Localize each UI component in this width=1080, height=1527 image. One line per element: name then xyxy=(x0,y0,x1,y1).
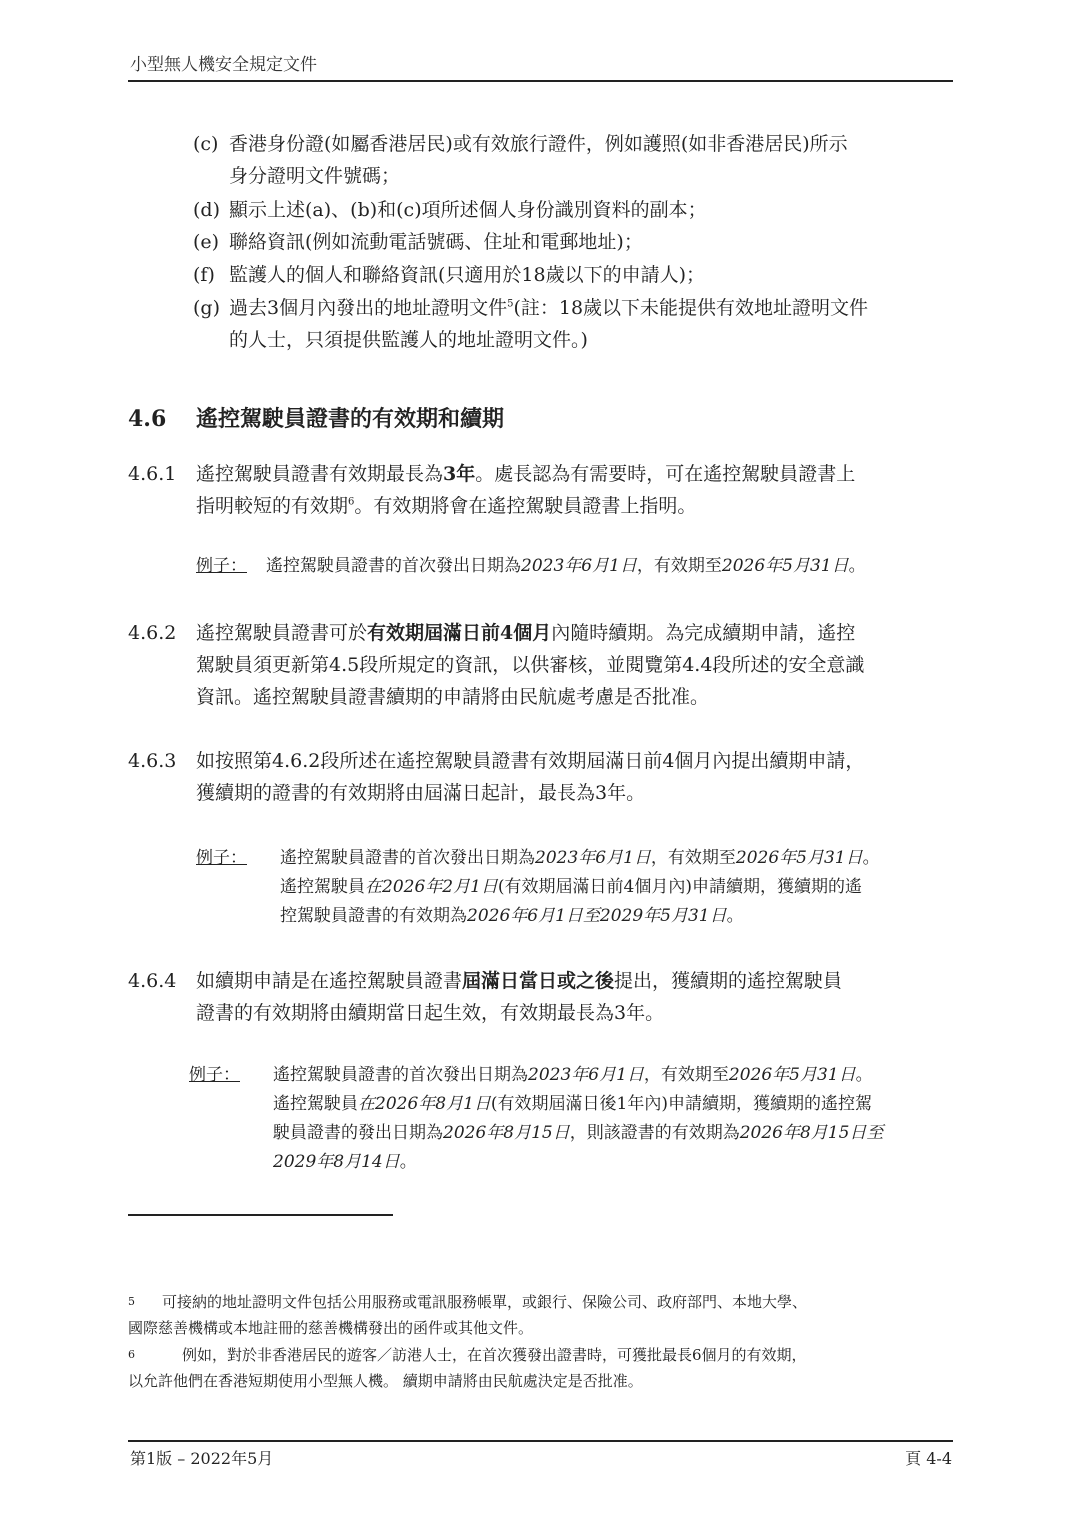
date: 在2026年2月1日 xyxy=(365,877,498,897)
text: 。 xyxy=(855,1065,873,1085)
paragraph-number: 4.6.1 xyxy=(128,463,177,485)
text: 遙控駕駛員證書的首次發出日期為 xyxy=(273,1065,528,1085)
list-item-text-cont: 身分證明文件號碼； xyxy=(229,165,401,187)
text: 如按照第4.6.2段所述在遙控駕駛員證書有效期屆滿日前4個月內提出續期申請， xyxy=(196,750,865,772)
date: 2026年5月31日 xyxy=(735,848,863,868)
text: 控駕駛員證書的有效期為 xyxy=(280,906,467,926)
footnote-text: 例如，對於非香港居民的遊客／訪港人士，在首次獲發出證書時，可獲批最長6個月的有效期， xyxy=(182,1346,807,1364)
text: 證書的有效期將由續期當日起生效，有效期最長為3年。 xyxy=(196,1002,665,1024)
text: 。 xyxy=(726,906,744,926)
text: 。處長認為有需要時，可在遙控駕駛員證書上 xyxy=(475,463,856,485)
footnote-ref-5[interactable]: 5 xyxy=(507,298,514,310)
section-heading xyxy=(128,402,504,433)
text: (有效期屆滿日前4個月內)申請續期，獲續期的遙 xyxy=(497,877,862,897)
footer-edition: 第1版 – 2022年5月 xyxy=(130,1449,274,1468)
paragraph-4-6-2 xyxy=(128,617,953,713)
footnote-6 xyxy=(128,1342,953,1394)
paragraph-4-6-1 xyxy=(128,458,953,522)
bold-text: 屆滿日當日或之後 xyxy=(462,970,615,992)
list-item-label: (g) xyxy=(193,297,220,319)
text: 遙控駕駛員 xyxy=(280,877,365,897)
footnote-number: 5 xyxy=(128,1295,135,1308)
text: 內隨時續期。為完成續期申請，遙控 xyxy=(551,622,856,644)
text: 遙控駕駛員證書有效期最長為 xyxy=(196,463,444,485)
date: 2023年6月1日 xyxy=(528,1065,644,1085)
text: 駕駛員須更新第4.5段所規定的資訊，以供審核，並閱覽第4.4段所述的安全意識 xyxy=(196,654,865,676)
example-label: 例子： xyxy=(189,1065,240,1085)
bold-text: 3年 xyxy=(443,463,476,485)
paragraph-4-6-3 xyxy=(128,745,953,809)
footnote-5 xyxy=(128,1289,953,1341)
paragraph-number: 4.6.2 xyxy=(128,622,177,644)
list-item-e xyxy=(193,226,953,258)
text: 指明較短的有效期 xyxy=(196,495,349,517)
footer-rule xyxy=(128,1440,953,1442)
example-label: 例子： xyxy=(196,848,247,868)
text: 資訊。遙控駕駛員證書續期的申請將由民航處考慮是否批准。 xyxy=(196,686,710,708)
footnote-text: 可接納的地址證明文件包括公用服務或電訊服務帳單，或銀行、保險公司、政府部門、本地大學、 xyxy=(162,1293,808,1311)
example-4-6-3 xyxy=(196,844,956,931)
footnote-text: 國際慈善機構或本地註冊的慈善機構發出的函件或其他文件。 xyxy=(128,1319,534,1337)
text: 遙控駕駛員證書的首次發出日期為 xyxy=(280,848,535,868)
footnote-ref-6[interactable]: 6 xyxy=(348,496,355,508)
text: 。 xyxy=(848,556,866,576)
text: 。有效期將會在遙控駕駛員證書上指明。 xyxy=(354,495,697,517)
date: 在2026年8月1日 xyxy=(358,1094,491,1114)
text: 。 xyxy=(862,848,880,868)
footnote-separator xyxy=(128,1214,393,1216)
text: 獲續期的證書的有效期將由屆滿日起計，最長為3年。 xyxy=(196,782,646,804)
list-item-label: (f) xyxy=(193,264,215,286)
paragraph-number: 4.6.3 xyxy=(128,750,177,772)
list-item-text: 聯絡資訊(例如流動電話號碼、住址和電郵地址)； xyxy=(229,231,643,253)
text: ，有效期至 xyxy=(643,1065,729,1085)
text: 。 xyxy=(399,1152,417,1172)
list-item-g xyxy=(193,292,953,356)
example-label: 例子： xyxy=(196,556,247,576)
footnote-number: 6 xyxy=(128,1348,135,1361)
date: 2029年8月14日 xyxy=(273,1152,400,1172)
list-item-label: (c) xyxy=(193,133,219,155)
text: 駛員證書的發出日期為 xyxy=(273,1123,443,1143)
bold-text: 有效期屆滿日前4個月 xyxy=(367,622,552,644)
text: 遙控駕駛員證書的首次發出日期為 xyxy=(266,556,521,576)
list-item-text: 過去3個月內發出的地址證明文件 xyxy=(229,297,508,319)
date: 2023年6月1日 xyxy=(535,848,651,868)
list-item-f xyxy=(193,259,953,291)
text: 遙控駕駛員證書可於 xyxy=(196,622,368,644)
example-4-6-4 xyxy=(189,1061,954,1177)
list-item-label: (d) xyxy=(193,199,220,221)
document-header-title: 小型無人機安全規定文件 xyxy=(130,55,317,75)
list-item-text: 顯示上述(a)、(b)和(c)項所述個人身份識別資料的副本； xyxy=(229,199,707,221)
list-item-text: 香港身份證(如屬香港居民)或有效旅行證件，例如護照(如非香港居民)所示 xyxy=(229,133,848,155)
paragraph-4-6-4 xyxy=(128,965,953,1029)
text: 遙控駕駛員 xyxy=(273,1094,358,1114)
example-4-6-1 xyxy=(196,552,956,581)
list-item-d xyxy=(193,194,953,226)
text: ，有效期至 xyxy=(650,848,736,868)
list-item-text: (註：18歲以下未能提供有效地址證明文件 xyxy=(513,297,869,319)
date: 2026年8月15日至 xyxy=(739,1123,884,1143)
section-title: 遙控駕駛員證書的有效期和續期 xyxy=(196,406,505,432)
date: 2026年5月31日 xyxy=(728,1065,856,1085)
date: 2026年8月15日 xyxy=(443,1123,570,1143)
text: 提出，獲續期的遙控駕駛員 xyxy=(614,970,843,992)
footer-page-number: 頁 4-4 xyxy=(905,1449,952,1468)
section-number: 4.6 xyxy=(128,406,167,432)
list-item-text-cont: 的人士，只須提供監護人的地址證明文件。) xyxy=(229,329,588,351)
text: ，有效期至 xyxy=(636,556,722,576)
list-item-text: 監護人的個人和聯絡資訊(只適用於18歲以下的申請人)； xyxy=(229,264,706,286)
footnote-text: 以允許他們在香港短期使用小型無人機。 續期申請將由民航處決定是否批准。 xyxy=(128,1372,643,1390)
text: (有效期屆滿日後1年內)申請續期，獲續期的遙控駕 xyxy=(490,1094,872,1114)
date: 2026年6月1日至2029年5月31日 xyxy=(467,906,727,926)
date: 2026年5月31日 xyxy=(721,556,849,576)
text: 如續期申請是在遙控駕駛員證書 xyxy=(196,970,463,992)
header-rule xyxy=(128,80,953,82)
date: 2023年6月1日 xyxy=(521,556,637,576)
list-item-label: (e) xyxy=(193,231,220,253)
list-item-c xyxy=(193,128,953,192)
text: ，則該證書的有效期為 xyxy=(569,1123,740,1143)
paragraph-number: 4.6.4 xyxy=(128,970,177,992)
